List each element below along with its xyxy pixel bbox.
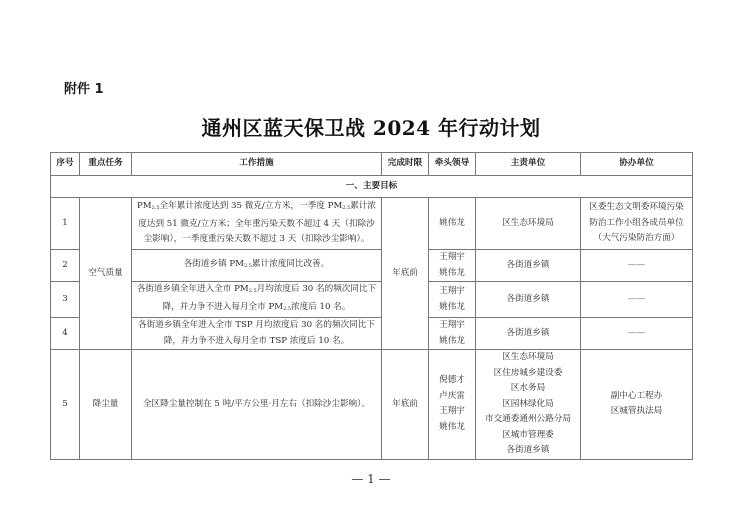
row-measure: 全区降尘量控制在 5 吨/平方公里·月左右（扣除沙尘影响）。: [132, 350, 382, 460]
row-assist-units: 副中心工程办 区城管执法局: [581, 350, 693, 460]
header-deadline: 完成时限: [382, 153, 429, 176]
action-plan-table: [50, 152, 693, 460]
row-assist-units: ——: [581, 250, 693, 282]
row-leaders: 王翔宇 姚伟龙: [429, 250, 476, 282]
row-leaders: 王翔宇 姚伟龙: [429, 318, 476, 350]
row-task: 空气质量: [80, 198, 132, 350]
row-main-units: 各街道乡镇: [476, 250, 581, 282]
row-leaders: 王翔宇 姚伟龙: [429, 282, 476, 318]
row-leaders: 倪德才 卢庆雷 王翔宇 姚伟龙: [429, 350, 476, 460]
header-leader: 牵头领导: [429, 153, 476, 176]
row-assist-units: ——: [581, 318, 693, 350]
document-title: 通州区蓝天保卫战 2024 年行动计划: [201, 116, 541, 140]
table-row: [51, 350, 693, 460]
header-measure: 工作措施: [132, 153, 382, 176]
table-header-row: [51, 153, 693, 176]
row-no: 2: [51, 250, 80, 282]
row-measure: 各街道乡镇全年进入全市 $PM_{2.5}$月均浓度后 30 名的频次同比下降，并力争不进入每月全市 $PM_{2.5}$浓度后 10 名。: [132, 282, 382, 318]
row-measure: 各街道乡镇全年进入全市 TSP 月均浓度后 30 名的频次同比下降，并力争不进入每月全市 TSP 浓度后 10 名。: [132, 318, 382, 350]
table-row: [51, 282, 693, 318]
row-main-units: 区生态环境局: [476, 198, 581, 250]
row-deadline: 年底前: [382, 198, 429, 350]
row-main-units: 各街道乡镇: [476, 282, 581, 318]
section-title: 一、主要目标: [51, 176, 693, 198]
row-main-units: 区生态环境局 区住房城乡建设委 区水务局 区园林绿化局 市交通委通州公路分局 区城市管理委 各街道乡镇: [476, 350, 581, 460]
row-leaders: 姚伟龙: [429, 198, 476, 250]
row-measure: 各街道乡镇 $PM_{2.5}$累计浓度同比改善。: [132, 250, 382, 282]
table-row: [51, 318, 693, 350]
row-no: 1: [51, 198, 80, 250]
header-assist-unit: 协办单位: [581, 153, 693, 176]
header-main-unit: 主责单位: [476, 153, 581, 176]
row-no: 5: [51, 350, 80, 460]
row-no: 3: [51, 282, 80, 318]
row-deadline: 年底前: [382, 350, 429, 460]
row-measure: $PM_{2.5}$全年累计浓度达到 35 微克/立方米，一季度 $PM_{2.5}$累计浓度达到 51 微克/立方米；全年重污染天数不超过 4 天（扣除沙尘影响），一季度重污染天数不超过 3 天（扣除沙尘影响）。: [132, 198, 382, 250]
table-row: [51, 198, 693, 250]
row-assist-units: ——: [581, 282, 693, 318]
table-row: [51, 250, 693, 282]
section-row: [51, 176, 693, 198]
row-main-units: 各街道乡镇: [476, 318, 581, 350]
row-no: 4: [51, 318, 80, 350]
attachment-label: 附件 1: [64, 82, 104, 97]
header-task: 重点任务: [80, 153, 132, 176]
row-task: 降尘量: [80, 350, 132, 460]
page-number: — 1 —: [351, 472, 391, 486]
header-no: 序号: [51, 153, 80, 176]
row-assist-units: 区委生态文明委环境污染 防治工作小组各成员单位 （大气污染防治方面）: [581, 198, 693, 250]
